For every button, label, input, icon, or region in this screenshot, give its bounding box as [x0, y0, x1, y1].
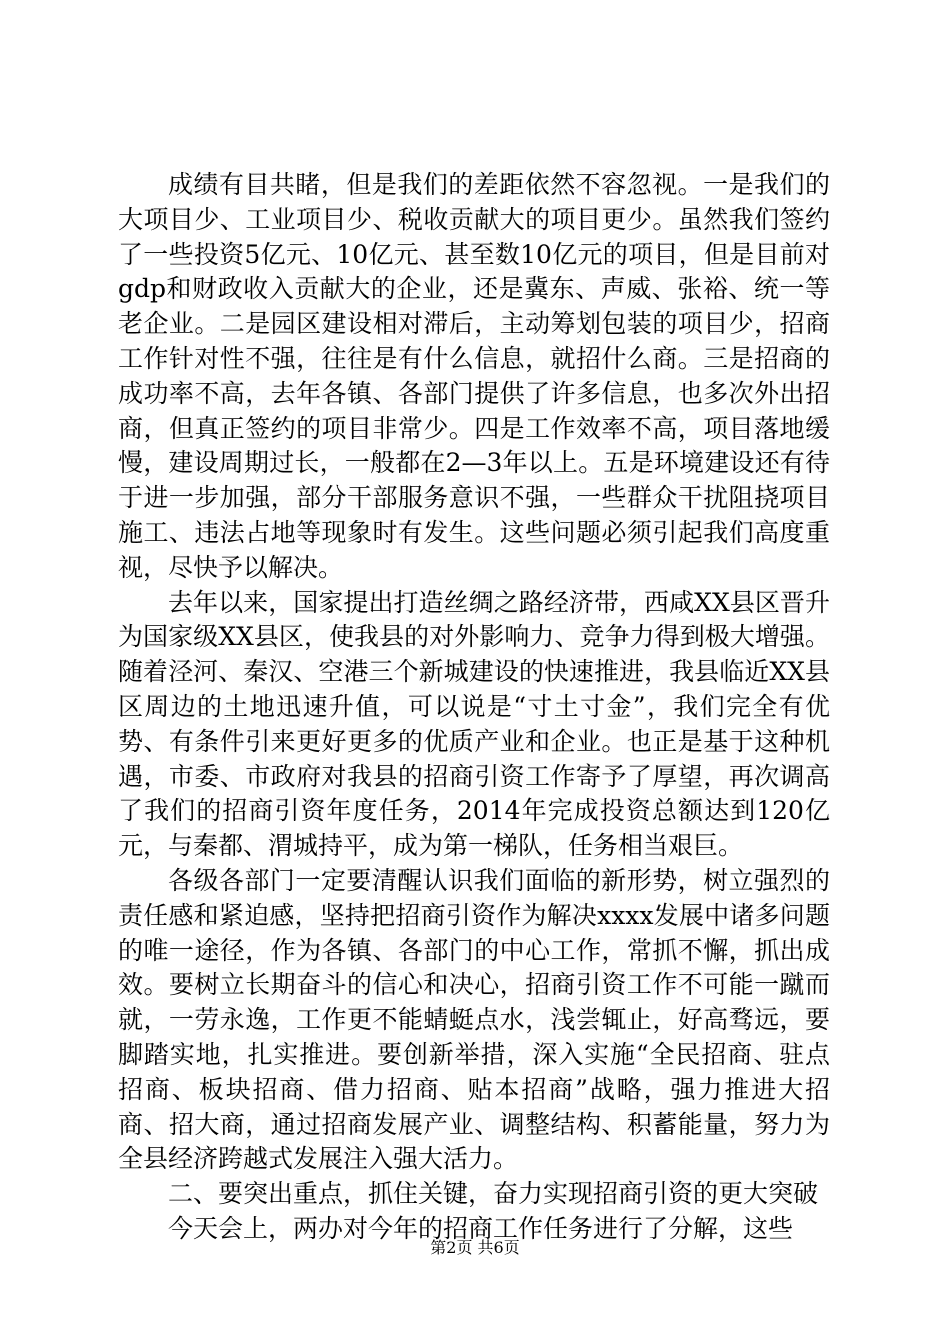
paragraph-opportunity: 去年以来，国家提出打造丝绸之路经济带，西咸XX县区晋升为国家级XX县区，使我县的对外影响力、竞争力得到极大增强。随着泾河、秦汉、空港三个新城建设的快速推进，我县临近XX县区周边的土地迅速升值，可以说是“寸土寸金”，我们完全有优势、有条件引来更好更多的优质产业和企业。也正是基于这种机遇，市委、市政府对我县的招商引资工作寄予了厚望，再次调高了我们的招商引资年度任务，2014年完成投资总额达到120亿元，与秦都、渭城持平，成为第一梯队，任务相当艰巨。	[118, 587, 830, 861]
section-heading: 二、要突出重点，抓住关键，奋力实现招商引资的更大突破	[168, 1179, 819, 1209]
document-body	[118, 168, 830, 1247]
paragraph-tasks: 今天会上，两办对今年的招商工作任务进行了分解，这些	[168, 1213, 794, 1243]
page-number-footer: 第2页 共6页	[430, 1238, 520, 1257]
paragraph-awareness: 各级各部门一定要清醒认识我们面临的新形势，树立强烈的责任感和紧迫感，坚持把招商引资作为解决xxxx发展中诸多问题的唯一途径，作为各镇、各部门的中心工作，常抓不懈，抓出成效。要树立长期奋斗的信心和决心，招商引资工作不可能一蹴而就，一劳永逸，工作更不能蜻蜓点水，浅尝辄止，好高骛远，要脚踏实地，扎实推进。要创新举措，深入实施“全民招商、驻点招商、板块招商、借力招商、贴本招商”战略，强力推进大招商、招大商，通过招商发展产业、调整结构、积蓄能量，努力为全县经济跨越式发展注入强大活力。	[118, 865, 830, 1174]
paragraph-gaps: 成绩有目共睹，但是我们的差距依然不容忽视。一是我们的大项目少、工业项目少、税收贡献大的项目更少。虽然我们签约了一些投资5亿元、10亿元、甚至数10亿元的项目，但是目前对gdp和财政收入贡献大的企业，还是冀东、声威、张裕、统一等老企业。二是园区建设相对滞后，主动筹划包装的项目少，招商工作针对性不强，往往是有什么信息，就招什么商。三是招商的成功率不高，去年各镇、各部门提供了许多信息，也多次外出招商，但真正签约的项目非常少。四是工作效率不高，项目落地缓慢，建设周期过长，一般都在2—3年以上。五是环境建设还有待于进一步加强，部分干部服务意识不强，一些群众干扰阻挠项目施工、违法占地等现象时有发生。这些问题必须引起我们高度重视，尽快予以解决。	[118, 170, 830, 582]
